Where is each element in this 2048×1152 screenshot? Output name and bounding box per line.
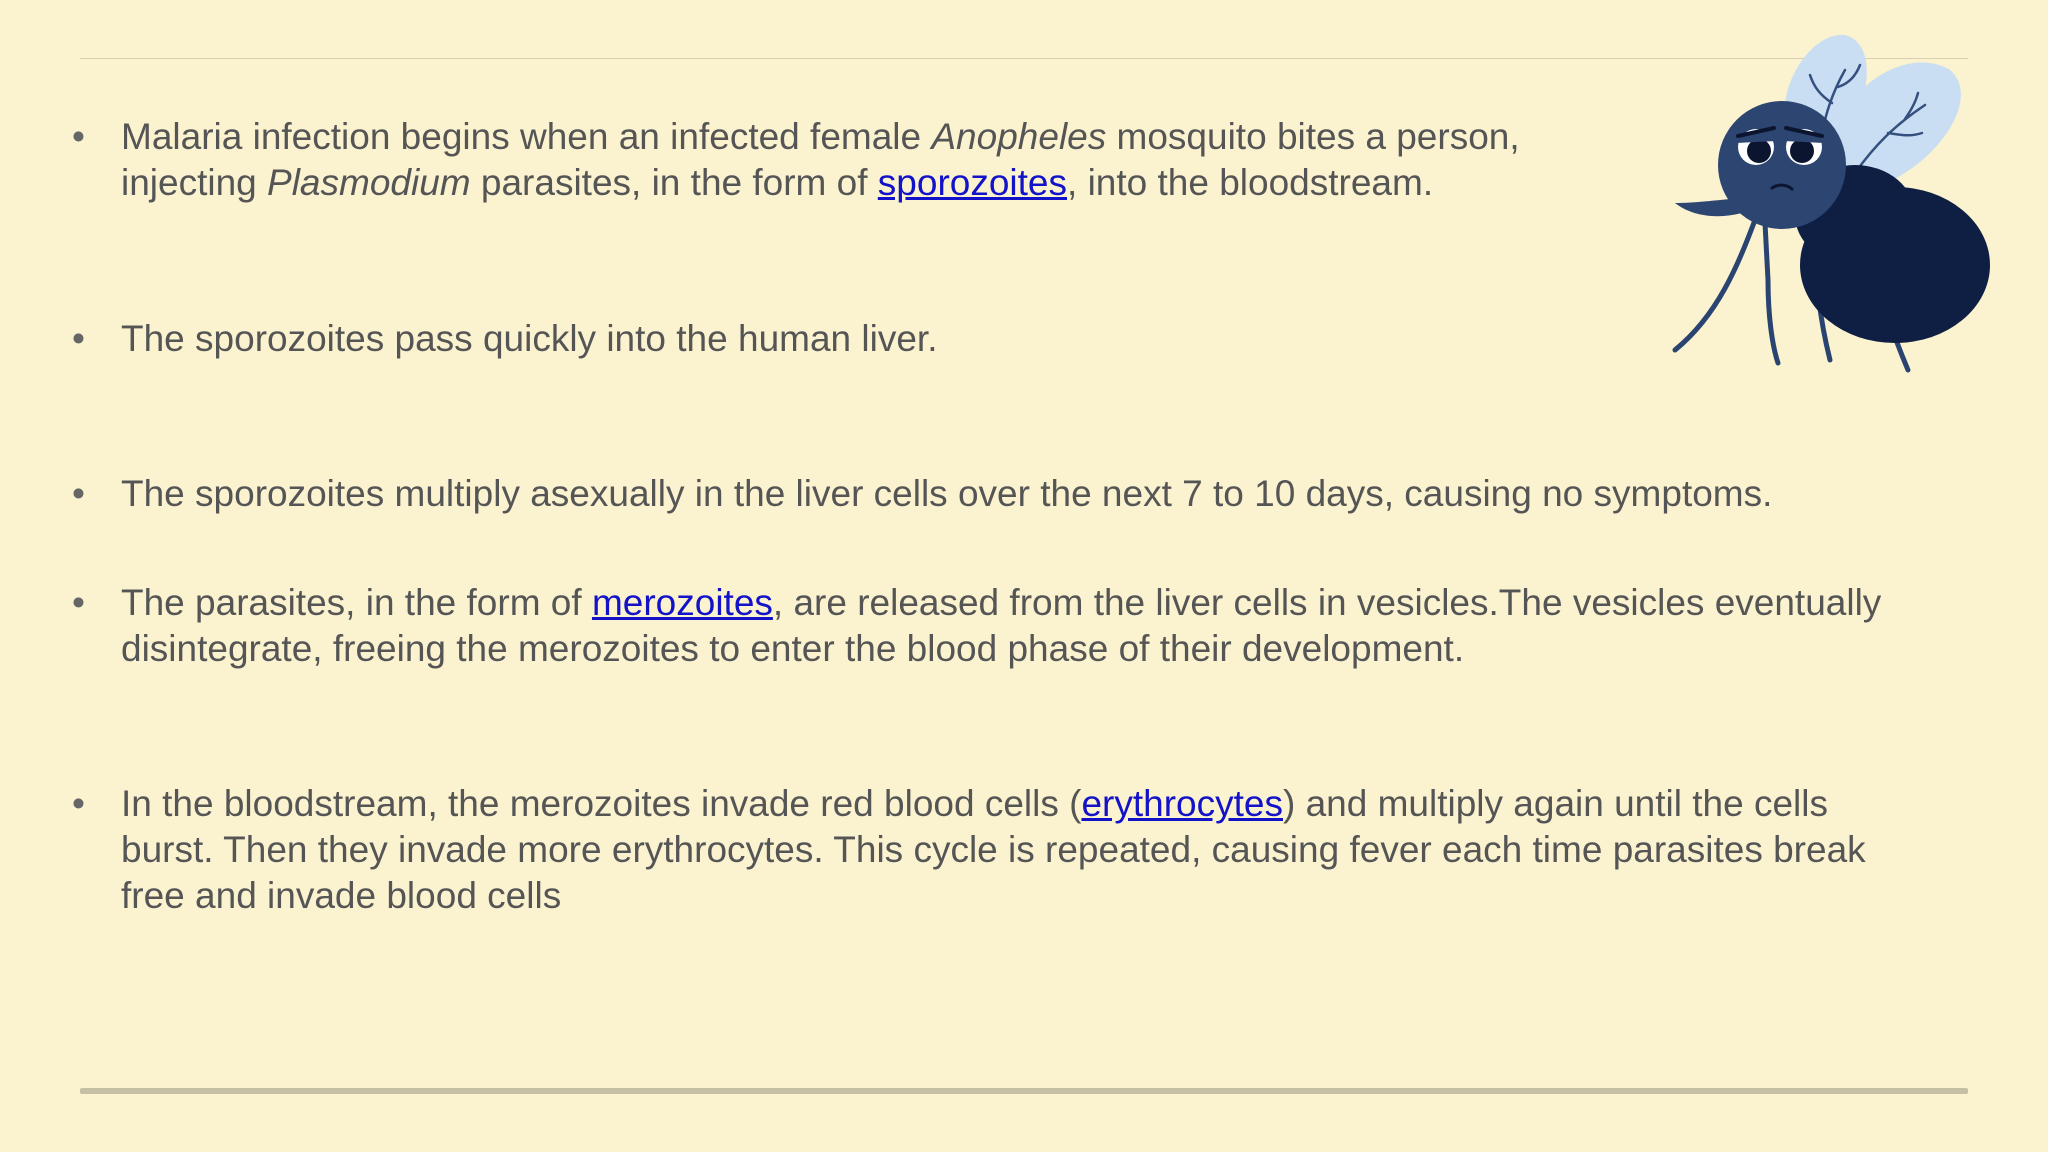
text-run: parasites, in the form of xyxy=(470,162,878,203)
link-merozoites[interactable]: merozoites xyxy=(591,582,773,623)
bullet-5-text xyxy=(121,781,1960,919)
link-erythrocytes[interactable]: erythrocytes xyxy=(1081,783,1283,824)
text-run: mosquito bites a person, xyxy=(1106,116,1520,157)
text-run: In the bloodstream, the merozoites invade red blood cells ( xyxy=(121,783,1082,824)
fly-proboscis xyxy=(1675,197,1748,216)
text-run: The sporozoites multiply asexually in the liver cells over the next 7 to 10 days, causing no symptoms. xyxy=(121,473,1773,514)
text-run: , into the bloodstream. xyxy=(1067,162,1434,203)
bullet-dot: • xyxy=(72,783,85,824)
bullet-3-text xyxy=(121,471,1960,517)
bullet-dot: • xyxy=(72,116,85,157)
text-run: disintegrate, freeing the merozoites to enter the blood phase of their development. xyxy=(121,628,1465,669)
text-run: The parasites, in the form of xyxy=(121,582,592,623)
text-run: injecting xyxy=(121,162,268,203)
bullet-4-text xyxy=(121,580,1960,672)
bottom-divider xyxy=(80,1088,1968,1094)
italic-run-plasmodium: Plasmodium xyxy=(267,162,471,203)
bullet-dot: • xyxy=(72,473,85,514)
italic-run-anopheles: Anopheles xyxy=(931,116,1107,157)
text-run: ) and multiply again until the cells xyxy=(1282,783,1828,824)
link-sporozoites[interactable]: sporozoites xyxy=(877,162,1068,203)
text-run: The sporozoites pass quickly into the human liver. xyxy=(121,318,938,359)
text-run: burst. Then they invade more erythrocytes. This cycle is repeated, causing fever each time parasites break xyxy=(121,829,1866,870)
bullet-dot: • xyxy=(72,582,85,623)
fly-icon xyxy=(1660,25,2020,385)
bullet-dot: • xyxy=(72,318,85,359)
text-run: free and invade blood cells xyxy=(121,875,562,916)
text-run: , are released from the liver cells in vesicles.The vesicles eventually xyxy=(772,582,1882,623)
text-run: Malaria infection begins when an infected female xyxy=(121,116,932,157)
